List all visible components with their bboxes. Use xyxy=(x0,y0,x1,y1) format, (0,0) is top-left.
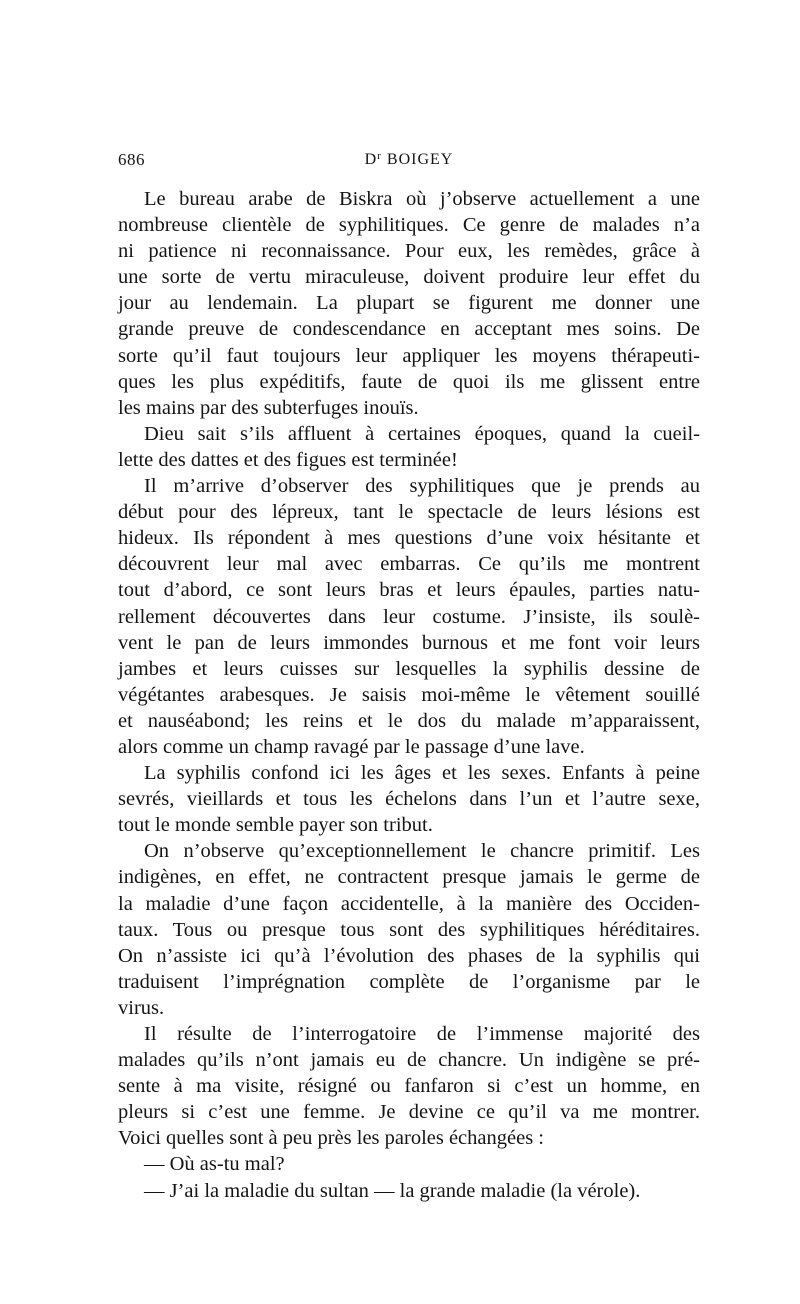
text-line: nombreuse clientèle de syphilitiques. Ce genre de malades n’a xyxy=(118,214,700,237)
text-line: Il m’arrive d’observer des syphilitiques que je prends au xyxy=(144,475,700,498)
text-line: Voici quelles sont à peu près les paroles échangées : xyxy=(118,1127,545,1150)
page-header xyxy=(118,150,700,176)
text-line: vent le pan de leurs immondes burnous et me font voir leurs xyxy=(118,631,700,654)
text-line: alors comme un champ ravagé par le passage d’une lave. xyxy=(118,735,585,758)
author-name: BOIGEY xyxy=(381,151,454,168)
text-line: lette des dattes et des figues est terminée! xyxy=(118,448,458,471)
text-line: Il résulte de l’interrogatoire de l’immense majorité des xyxy=(144,1023,700,1045)
dialogue-line: — Où as-tu mal? xyxy=(144,1153,285,1176)
text-line: grande preuve de condescendance en acceptant mes soins. De xyxy=(118,318,700,341)
text-line: rellement découvertes dans leur costume. J’insiste, ils soulè- xyxy=(118,605,700,628)
text-line: découvrent leur mal avec embarras. Ce qu’ils me montrent xyxy=(118,553,700,576)
text-line: indigènes, en effet, ne contractent presque jamais le germe de xyxy=(118,866,700,889)
text-line: Le bureau arabe de Biskra où j’observe actuellement a une xyxy=(144,188,700,210)
text-line: On n’observe qu’exceptionnellement le chancre primitif. Les xyxy=(144,840,700,863)
text-line: sente à ma visite, résigné ou fanfaron si c’est un homme, en xyxy=(118,1075,700,1098)
text-line: jambes et leurs cuisses sur lesquelles la syphilis dessine de xyxy=(118,657,700,680)
text-line: jour au lendemain. La plupart se figurent me donner une xyxy=(118,292,700,315)
body-text xyxy=(118,186,700,1204)
page-number: 686 xyxy=(118,150,145,169)
text-line: La syphilis confond ici les âges et les sexes. Enfants à peine xyxy=(144,762,700,785)
text-line: début pour des lépreux, tant le spectacle de leurs lésions est xyxy=(118,501,700,524)
text-line: une sorte de vertu miraculeuse, doivent produire leur effet du xyxy=(118,266,700,289)
text-line: tout d’abord, ce sont leurs bras et leurs épaules, parties natu- xyxy=(118,579,700,602)
running-head-author xyxy=(118,150,700,169)
text-line: traduisent l’imprégnation complète de l’organisme par le xyxy=(118,970,700,993)
text-line: pleurs si c’est une femme. Je devine ce qu’il va me montrer. xyxy=(118,1101,700,1124)
dialogue-line: — J’ai la maladie du sultan — la grande maladie (la vérole). xyxy=(144,1179,641,1202)
text-line: ques les plus expéditifs, faute de quoi ils me glissent entre xyxy=(118,370,700,393)
author-prefix-superscript: r xyxy=(377,150,382,162)
author-prefix: D xyxy=(364,151,378,168)
text-line: ni patience ni reconnaissance. Pour eux, les remèdes, grâce à xyxy=(118,240,700,263)
text-line: la maladie d’une façon accidentelle, à la manière des Occiden- xyxy=(118,892,700,915)
text-line: virus. xyxy=(118,996,165,1019)
text-line: tout le monde semble payer son tribut. xyxy=(118,814,433,837)
text-line: sevrés, vieillards et tous les échelons dans l’un et l’autre sexe, xyxy=(118,788,700,811)
text-line: les mains par des subterfuges inouïs. xyxy=(118,396,419,419)
text-line: végétantes arabesques. Je saisis moi-même le vêtement souillé xyxy=(118,683,700,706)
text-line: taux. Tous ou presque tous sont des syphilitiques héréditaires. xyxy=(118,918,700,941)
text-line: Dieu sait s’ils affluent à certaines époques, quand la cueil- xyxy=(144,422,700,445)
text-line: hideux. Ils répondent à mes questions d’une voix hésitante et xyxy=(118,527,700,550)
text-line: On n’assiste ici qu’à l’évolution des phases de la syphilis qui xyxy=(118,944,700,967)
text-line: sorte qu’il faut toujours leur appliquer les moyens thérapeuti- xyxy=(118,344,700,367)
text-line: malades qu’ils n’ont jamais eu de chancre. Un indigène se pré- xyxy=(118,1049,700,1072)
text-line: et nauséabond; les reins et le dos du malade m’apparaissent, xyxy=(118,709,700,732)
